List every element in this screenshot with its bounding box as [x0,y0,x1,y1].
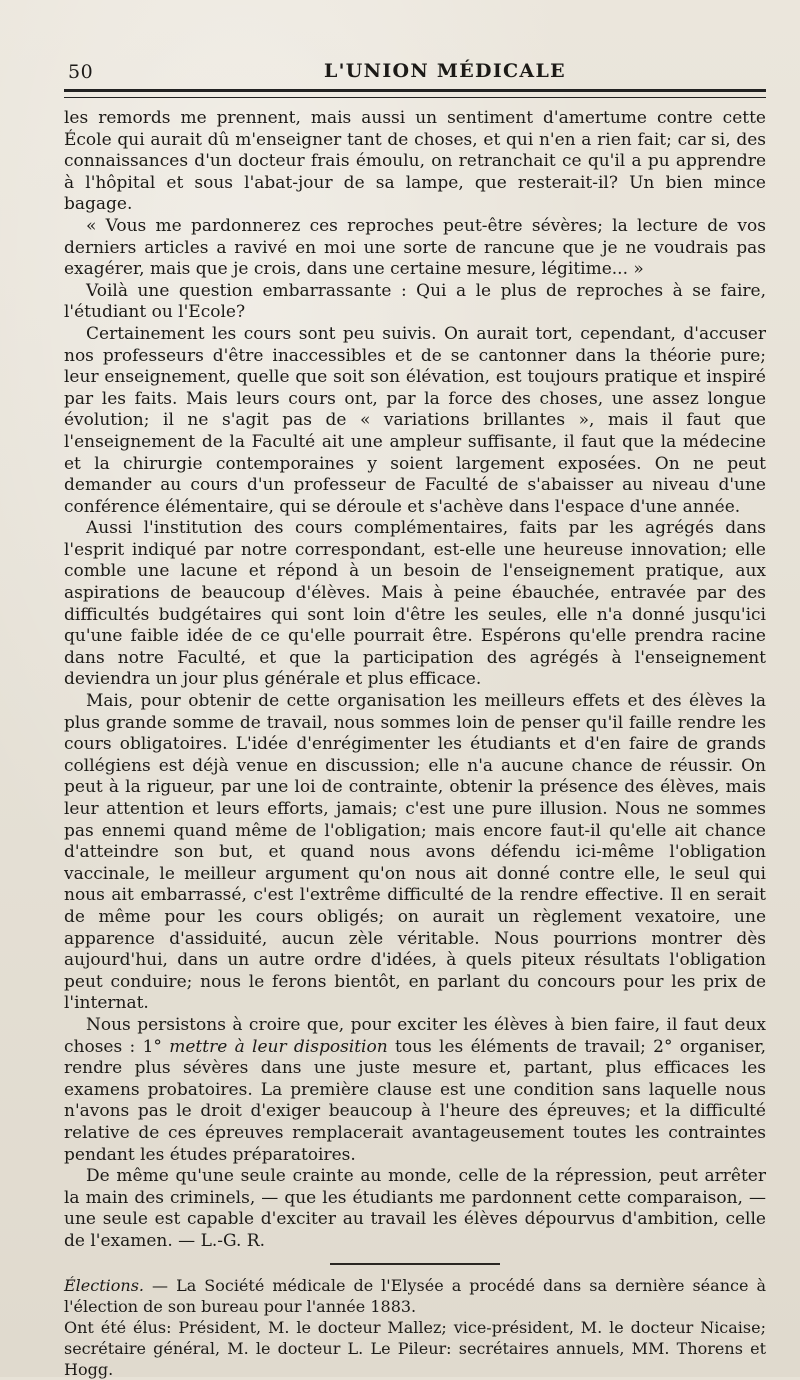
elections-text-1: — La Société médicale de l'Elysée a procédé dans sa dernière séance à l'élection de son bureau pour l'année 1883. [64,1276,766,1317]
elections-paragraph-1 [64,1275,766,1317]
paragraph-7-emphasis: mettre à leur disposition [169,1036,388,1057]
running-title: L'UNION MÉDICALE [324,60,566,82]
paragraph-8: De même qu'une seule crainte au monde, celle de la répression, peut arrêter la main des criminels, — que les étudiants me pardonnent cette comparaison, — une seule est capable d'exciter au travail les élèves dépourvus d'ambition, celle de l'examen. — L.-G. R. [64,1166,766,1251]
header-rule [64,89,766,98]
paragraph-7 [64,1015,766,1166]
paragraph-7-end: tous les éléments de travail; 2° organiser, rendre plus sévères dans une juste mesure et, partant, plus efficaces les examens probatoires. La première clause est une condition sans laquelle nous n'avons pas le droit d'exiger beaucoup à l'heure des épreuves; et la difficulté relative de ces épreuves remplacerait avantageusement toutes les contraintes pendant les études préparatoires. [64,1036,767,1165]
paragraph-7-start: Nous persistons à croire que, pour exciter les élèves à bien faire, il faut deux choses : 1° [64,1014,766,1057]
paragraph-5: Aussi l'institution des cours complémentaires, faits par les agrégés dans l'esprit indiqué par notre correspondant, est-elle une heureuse innovation; elle comble une lacune et répond à un besoin de l'enseignement pratique, aux aspirations de beaucoup d'élèves. Mais à peine ébauchée, entravée par des difficultés budgétaires qui sont loin d'être les seules, elle n'a donné jusqu'ici qu'une faible idée de ce qu'elle pourrait être. Espérons qu'elle prendra racine dans notre Faculté, et que la participation des agrégés à l'enseignement deviendra un jour plus générale et plus efficace. [64,518,766,690]
page-header [64,55,766,85]
paragraph-4: Certainement les cours sont peu suivis. On aurait tort, cependant, d'accuser nos professeurs d'être inaccessibles et de se cantonner dans la théorie pure; leur enseignement, quelle que soit son élévation, est toujours pratique et inspiré par les faits. Mais leurs cours ont, par la force des choses, une assez longue évolution; il ne s'agit pas de « variations brillantes », mais il faut que l'enseignement de la Faculté ait une ampleur suffisante, il faut que la médecine et la chirurgie contemporaines y soient largement exposées. On ne peut demander au cours d'un professeur de Faculté de s'abaisser au niveau d'une conférence élémentaire, qui se déroule et s'achève dans l'espace d'une année. [64,323,766,517]
section-divider [330,1263,500,1265]
paragraph-3: Voilà une question embarrassante : Qui a le plus de reproches à se faire, l'étudiant ou l'Ecole? [64,280,766,323]
article-body [64,108,766,1252]
elections-heading: Élections. [64,1276,145,1296]
page-number: 50 [68,61,94,83]
elections-paragraph-2: Ont été élus: Président, M. le docteur Mallez; vice-président, M. le docteur Nicaise; secrétaire général, M. le docteur L. Le Pileur: secrétaires annuels, MM. Thorens et Hogg. [64,1318,766,1380]
paragraph-6: Mais, pour obtenir de cette organisation les meilleurs effets et des élèves la plus grande somme de travail, nous sommes loin de penser qu'il faille rendre les cours obligatoires. L'idée d'enrégimenter les étudiants et d'en faire de grands collégiens est déjà venue en discussion; elle n'a aucune chance de réussir. On peut à la rigueur, par une loi de contrainte, obtenir la présence des élèves, mais leur attention et leurs efforts, jamais; c'est une pure illusion. Nous ne sommes pas ennemi quand même de l'obligation; mais encore faut-il qu'elle ait chance d'atteindre son but, et quand nous avons défendu ici-même l'obligation vaccinale, le meilleur argument qu'on nous ait donné contre elle, le seul qui nous ait embarrassé, c'est l'extrême difficulté de la rendre effective. Il en serait de même pour les cours obligés; on aurait un règlement vexatoire, une apparence d'assiduité, aucun zèle véritable. Nous pourrions montrer dès aujourd'hui, dans un autre ordre d'idées, à quels piteux résultats l'obligation peut conduire; nous le ferons bientôt, en parlant du concours pour les prix de l'internat. [64,691,766,1014]
elections-notice [64,1275,766,1380]
paragraph-1: les remords me prennent, mais aussi un sentiment d'amertume contre cette École qui aurait dû m'enseigner tant de choses, et qui n'en a rien fait; car si, des connaissances d'un docteur frais émoulu, on retranchait ce qu'il a pu apprendre à l'hôpital et sous l'abat-jour de sa lampe, que resterait-il? Un bien mince bagage. [64,108,766,215]
paragraph-2: « Vous me pardonnerez ces reproches peut-être sévères; la lecture de vos derniers articles a ravivé en moi une sorte de rancune que je ne voudrais pas exagérer, mais que je crois, dans une certaine mesure, légitime... » [64,215,766,280]
